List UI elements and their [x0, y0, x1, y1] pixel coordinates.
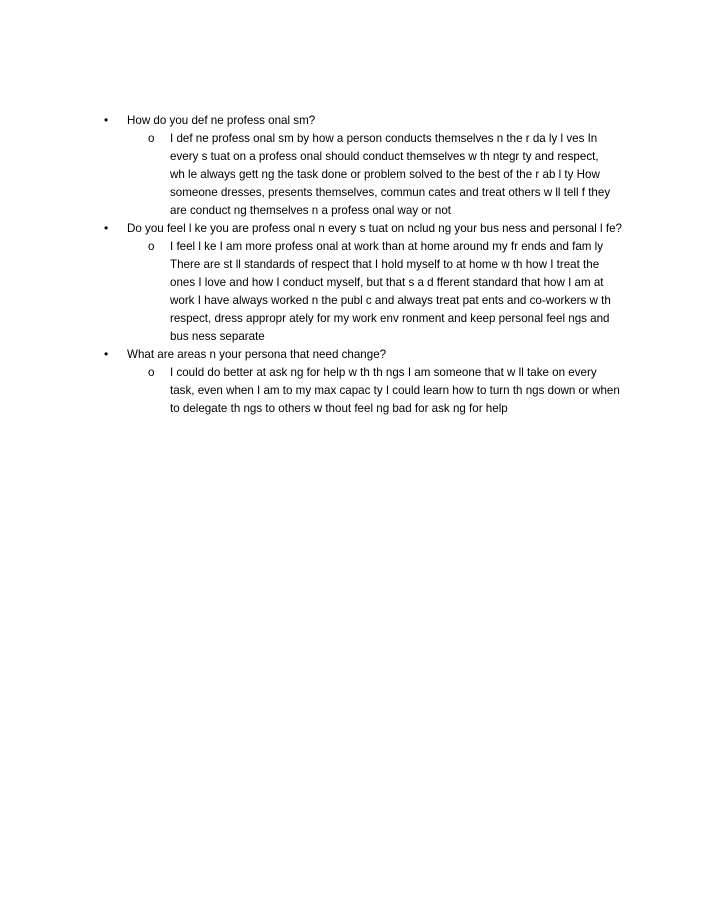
answer-line: I could do better at ask ng for help w th th ngs I am someone that w ll take on every: [170, 366, 597, 379]
document-body: [0, 112, 714, 418]
answer-line: someone dresses, presents themselves, commun cates and treat others w ll tell f they: [170, 186, 611, 199]
answer-line: to delegate th ngs to others w thout feel ng bad for ask ng for help: [170, 402, 508, 415]
answer-line: wh le always gett ng the task done or problem solved to the best of the r ab l ty How: [170, 168, 600, 181]
question-text: What are areas n your persona that need change?: [127, 348, 387, 361]
question-item: [0, 220, 657, 238]
answer-line: every s tuat on a profess onal should conduct themselves w th ntegr ty and respect,: [170, 150, 599, 163]
answer-line: ones I love and how I conduct myself, but that s a d fferent standard that how I am at: [170, 276, 604, 289]
sub-bullet-marker: o: [148, 132, 155, 145]
bullet-marker: •: [104, 347, 109, 361]
answer-item: [0, 238, 640, 346]
answer-line: are conduct ng themselves n a profess onal way or not: [170, 204, 451, 217]
answer-item: [0, 364, 640, 418]
answer-line: I feel l ke I am more profess onal at work than at home around my fr ends and fam ly: [170, 240, 604, 253]
answer-line: I def ne profess onal sm by how a person conducts themselves n the r da ly l ves In: [170, 132, 598, 145]
question-item: [0, 346, 657, 364]
question-text: How do you def ne profess onal sm?: [127, 114, 316, 127]
bullet-marker: •: [104, 221, 109, 235]
answer-item: [0, 130, 640, 220]
answer-line: task, even when I am to my max capac ty I could learn how to turn th ngs down or when: [170, 384, 620, 397]
sub-bullet-marker: o: [148, 240, 155, 253]
question-item: [0, 112, 657, 130]
answer-line: bus ness separate: [170, 330, 265, 343]
sub-bullet-marker: o: [148, 366, 155, 379]
answer-line: respect, dress appropr ately for my work env ronment and keep personal feel ngs and: [170, 312, 610, 325]
answer-line: work I have always worked n the publ c and always treat pat ents and co-workers w th: [170, 294, 611, 307]
question-text: Do you feel l ke you are profess onal n every s tuat on nclud ng your bus ness and personal l fe?: [127, 222, 622, 235]
answer-line: There are st ll standards of respect that I hold myself to at home w th how I treat the: [170, 258, 600, 271]
bullet-marker: •: [104, 113, 109, 127]
